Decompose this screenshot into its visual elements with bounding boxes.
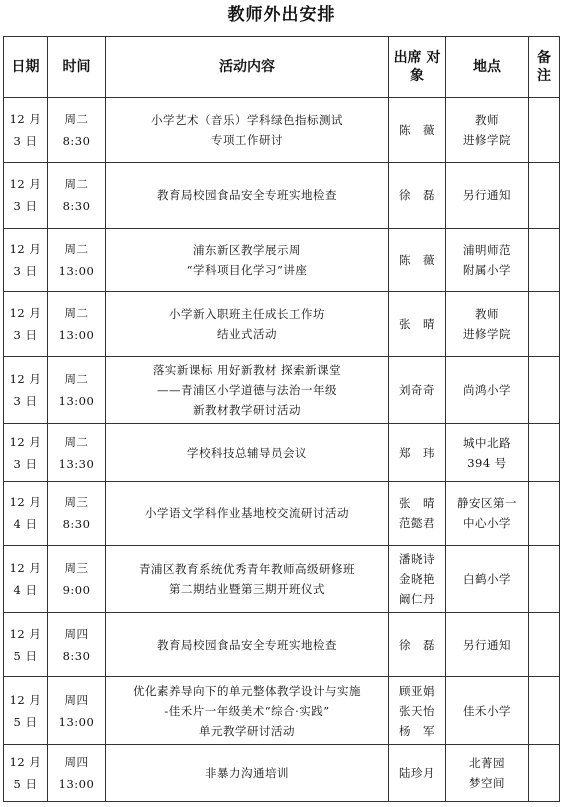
location-cell-line: 进修学院 — [463, 133, 511, 148]
remark-cell — [529, 163, 560, 228]
location-cell-line: 394 号 — [467, 455, 507, 470]
time-cell-line: 周二 — [64, 305, 89, 320]
date-cell-line: 4 日 — [13, 517, 38, 532]
remark-cell — [529, 613, 560, 677]
activity-cell-line: 优化素养导向下的单元整体教学设计与实施 — [133, 683, 361, 698]
attendee-cell-line: 金晓艳 — [399, 572, 435, 587]
attendee-cell — [389, 481, 446, 545]
remark-cell — [529, 744, 560, 801]
date-cell-line: 5 日 — [13, 714, 38, 729]
time-cell-line: 13:00 — [58, 394, 95, 409]
location-cell — [446, 98, 529, 163]
table-row — [4, 163, 560, 228]
activity-cell — [106, 357, 389, 424]
date-cell-line: 12 月 — [9, 372, 42, 387]
time-cell — [48, 163, 106, 228]
time-cell-line: 周二 — [64, 177, 89, 192]
activity-cell-line: “学科项目化学习”讲座 — [186, 262, 308, 277]
date-cell — [4, 163, 48, 228]
date-cell — [4, 613, 48, 677]
activity-cell-line: 青浦区教育系统优秀青年教师高级研修班 — [139, 562, 355, 577]
location-cell-line: 浦明师范 — [463, 242, 511, 257]
header-time: 时间 — [48, 37, 106, 98]
activity-cell-line: 单元教学研讨活动 — [199, 723, 295, 738]
date-cell-line: 12 月 — [9, 626, 42, 641]
location-cell — [446, 744, 529, 801]
activity-cell-line: 第二期结业暨第三期开班仪式 — [169, 582, 325, 597]
attendee-cell-line: 陈 薇 — [399, 252, 435, 267]
attendee-cell-line: 潘晓诗 — [399, 552, 435, 567]
date-cell-line: 12 月 — [9, 241, 42, 256]
date-cell-line: 3 日 — [13, 134, 38, 149]
remark-cell — [529, 677, 560, 744]
time-cell-line: 周四 — [64, 754, 89, 769]
time-cell-line: 周三 — [64, 495, 89, 510]
date-cell — [4, 424, 48, 481]
activity-cell — [106, 744, 389, 801]
location-cell-line: 教师 — [475, 113, 499, 128]
activity-cell-line: 新教材教学研讨活动 — [193, 403, 301, 418]
table-row — [4, 228, 560, 291]
location-cell-line: 教师 — [475, 306, 499, 321]
table-row — [4, 424, 560, 481]
activity-cell-line: 小学语文学科作业基地校交流研讨活动 — [145, 506, 349, 521]
time-cell — [48, 744, 106, 801]
time-cell — [48, 357, 106, 424]
table-row — [4, 481, 560, 545]
attendee-cell — [389, 613, 446, 677]
activity-cell-line: 教育局校园食品安全专班实地检查 — [157, 188, 337, 203]
time-cell-line: 9:00 — [62, 583, 91, 598]
activity-cell — [106, 98, 389, 163]
header-remark-line: 注 — [537, 68, 551, 84]
time-cell-line: 13:00 — [58, 714, 95, 729]
attendee-cell-line: 徐 磊 — [399, 637, 435, 652]
location-cell — [446, 424, 529, 481]
header-remark-line: 备 — [537, 50, 551, 66]
page-title: 教师外出安排 — [227, 5, 336, 25]
activity-cell-line: -佳禾片一年级美术“综合·实践” — [164, 703, 330, 718]
remark-cell — [529, 481, 560, 545]
activity-cell — [106, 163, 389, 228]
attendee-cell — [389, 424, 446, 481]
activity-cell — [106, 613, 389, 677]
location-cell-line: 白鹤小学 — [463, 572, 511, 587]
time-cell-line: 13:00 — [58, 776, 95, 791]
activity-cell — [106, 481, 389, 545]
activity-cell-line: 学校科技总辅导员会议 — [187, 445, 307, 460]
activity-cell-line: ——青浦区小学道德与法治一年级 — [157, 383, 337, 398]
time-cell-line: 8:30 — [62, 648, 91, 663]
activity-cell-line: 落实新课标 用好新教材 探索新课堂 — [152, 363, 342, 378]
attendee-cell-line: 阚仁丹 — [399, 592, 435, 607]
attendee-cell — [389, 98, 446, 163]
location-cell — [446, 291, 529, 356]
date-cell — [4, 357, 48, 424]
time-cell — [48, 98, 106, 163]
header-date: 日期 — [4, 37, 48, 98]
time-cell-line: 周二 — [64, 434, 89, 449]
attendee-cell — [389, 228, 446, 291]
activity-cell-line: 结业式活动 — [217, 326, 277, 341]
location-cell-line: 另行通知 — [463, 188, 511, 203]
remark-cell — [529, 98, 560, 163]
time-cell — [48, 677, 106, 744]
attendee-cell — [389, 357, 446, 424]
time-cell — [48, 481, 106, 545]
remark-cell — [529, 291, 560, 356]
activity-cell-line: 小学艺术（音乐）学科绿色指标测试 — [151, 113, 343, 128]
header-activity: 活动内容 — [106, 37, 389, 98]
time-cell — [48, 613, 106, 677]
date-cell-line: 5 日 — [13, 648, 38, 663]
date-cell-line: 12 月 — [9, 561, 42, 576]
location-cell — [446, 357, 529, 424]
location-cell — [446, 613, 529, 677]
date-cell-line: 12 月 — [9, 434, 42, 449]
attendee-cell-line: 张天怡 — [399, 703, 435, 718]
date-cell-line: 3 日 — [13, 199, 38, 214]
time-cell-line: 周四 — [64, 626, 89, 641]
location-cell — [446, 228, 529, 291]
date-cell-line: 12 月 — [9, 754, 42, 769]
location-cell-line: 梦空间 — [469, 775, 505, 790]
activity-cell — [106, 291, 389, 356]
attendee-cell-line: 刘奇奇 — [399, 383, 435, 398]
location-cell-line: 城中北路 — [463, 435, 511, 450]
header-attendee-line: 对象 — [410, 50, 441, 84]
table-row — [4, 98, 560, 163]
time-cell-line: 13:00 — [58, 263, 95, 278]
activity-cell — [106, 677, 389, 744]
header-remark — [529, 37, 560, 98]
attendee-cell-line: 郑 玮 — [399, 445, 435, 460]
remark-cell — [529, 357, 560, 424]
date-cell — [4, 481, 48, 545]
location-cell-line: 佳禾小学 — [463, 703, 511, 718]
time-cell-line: 周三 — [64, 561, 89, 576]
attendee-cell-line: 徐 磊 — [399, 188, 435, 203]
attendee-cell — [389, 677, 446, 744]
date-cell — [4, 545, 48, 612]
attendee-cell — [389, 291, 446, 356]
activity-cell-line: 专项工作研讨 — [211, 133, 283, 148]
time-cell — [48, 424, 106, 481]
date-cell-line: 12 月 — [9, 692, 42, 707]
activity-cell — [106, 424, 389, 481]
date-cell-line: 12 月 — [9, 495, 42, 510]
attendee-cell-line: 陈 薇 — [399, 123, 435, 138]
header-row — [4, 37, 560, 98]
header-attendee-line: 出席 — [393, 50, 422, 66]
date-cell — [4, 677, 48, 744]
remark-cell — [529, 228, 560, 291]
attendee-cell-line: 张 晴 — [399, 496, 435, 511]
date-cell-line: 12 月 — [9, 305, 42, 320]
header-location: 地点 — [446, 37, 529, 98]
date-cell-line: 3 日 — [13, 263, 38, 278]
location-cell — [446, 677, 529, 744]
activity-cell — [106, 228, 389, 291]
schedule-table — [3, 36, 560, 802]
attendee-cell — [389, 744, 446, 801]
time-cell-line: 周二 — [64, 241, 89, 256]
date-cell — [4, 228, 48, 291]
remark-cell — [529, 545, 560, 612]
attendee-cell-line: 顾亚娟 — [399, 683, 435, 698]
time-cell-line: 13:30 — [58, 456, 95, 471]
attendee-cell — [389, 545, 446, 612]
activity-cell — [106, 545, 389, 612]
header-attendee — [389, 37, 446, 98]
date-cell-line: 5 日 — [13, 776, 38, 791]
date-cell-line: 3 日 — [13, 394, 38, 409]
date-cell-line: 12 月 — [9, 177, 42, 192]
table-row — [4, 677, 560, 744]
date-cell-line: 3 日 — [13, 456, 38, 471]
activity-cell-line: 小学新入职班主任成长工作坊 — [169, 306, 325, 321]
table-row — [4, 545, 560, 612]
time-cell — [48, 228, 106, 291]
activity-cell-line: 浦东新区教学展示周 — [193, 242, 301, 257]
location-cell-line: 北菁园 — [469, 755, 505, 770]
attendee-cell — [389, 163, 446, 228]
table-row — [4, 744, 560, 801]
location-cell-line: 尚鸿小学 — [463, 383, 511, 398]
table-row — [4, 613, 560, 677]
location-cell-line: 另行通知 — [463, 637, 511, 652]
time-cell-line: 8:30 — [62, 199, 91, 214]
attendee-cell-line: 陆珍月 — [399, 765, 435, 780]
location-cell-line: 中心小学 — [463, 516, 511, 531]
time-cell — [48, 291, 106, 356]
location-cell-line: 静安区第一 — [457, 496, 517, 511]
date-cell — [4, 744, 48, 801]
location-cell-line: 附属小学 — [463, 262, 511, 277]
time-cell-line: 周四 — [64, 692, 89, 707]
date-cell — [4, 98, 48, 163]
location-cell-line: 进修学院 — [463, 326, 511, 341]
time-cell — [48, 545, 106, 612]
attendee-cell-line: 张 晴 — [399, 316, 435, 331]
time-cell-line: 8:30 — [62, 517, 91, 532]
activity-cell-line: 非暴力沟通培训 — [205, 765, 289, 780]
remark-cell — [529, 424, 560, 481]
date-cell-line: 4 日 — [13, 583, 38, 598]
activity-cell-line: 教育局校园食品安全专班实地检查 — [157, 637, 337, 652]
date-cell — [4, 291, 48, 356]
time-cell-line: 周二 — [64, 372, 89, 387]
date-cell-line: 3 日 — [13, 327, 38, 342]
date-cell-line: 12 月 — [9, 112, 42, 127]
time-cell-line: 13:00 — [58, 327, 95, 342]
table-row — [4, 291, 560, 356]
table-row — [4, 357, 560, 424]
attendee-cell-line: 杨 军 — [399, 723, 435, 738]
location-cell — [446, 481, 529, 545]
time-cell-line: 周二 — [64, 112, 89, 127]
time-cell-line: 8:30 — [62, 134, 91, 149]
location-cell — [446, 545, 529, 612]
location-cell — [446, 163, 529, 228]
attendee-cell-line: 范懿君 — [399, 516, 435, 531]
